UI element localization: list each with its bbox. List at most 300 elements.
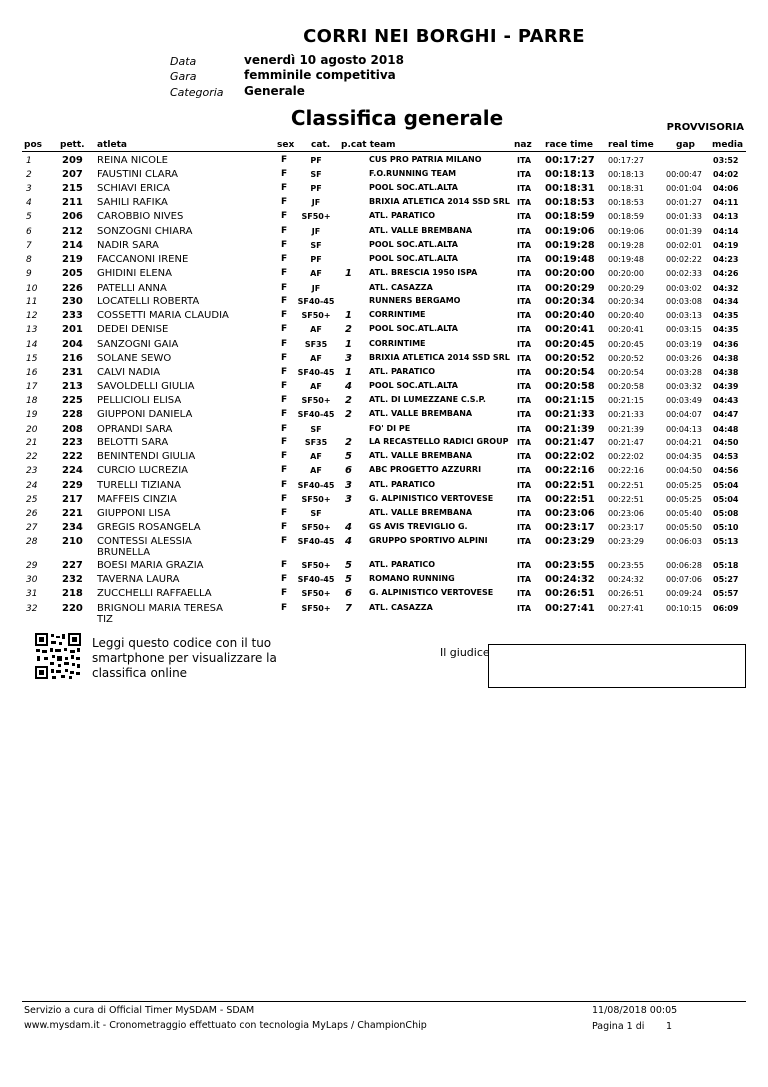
table-row: [0, 588, 768, 602]
row-real-time: 00:21:15: [608, 396, 644, 405]
row-bib: 225: [62, 395, 83, 406]
row-category-rank: 2: [345, 437, 352, 448]
row-race-time: 00:20:41: [545, 324, 595, 335]
row-sex: F: [281, 324, 288, 334]
table-row: [0, 508, 768, 522]
row-category: JF: [311, 284, 321, 293]
row-sex: F: [281, 353, 288, 363]
row-athlete-cont: TIZ: [97, 614, 113, 625]
row-team: ROMANO RUNNING: [369, 574, 455, 583]
row-nationality: ITA: [517, 212, 532, 221]
row-race-time: 00:26:51: [545, 588, 595, 599]
row-team: RUNNERS BERGAMO: [369, 296, 461, 305]
judge-signature-box: [488, 644, 746, 688]
row-bib: 217: [62, 494, 83, 505]
row-sex: F: [281, 494, 288, 504]
date-value: venerdì 10 agosto 2018: [244, 53, 404, 67]
row-real-time: 00:18:31: [608, 184, 644, 193]
row-pos: 31: [26, 589, 38, 599]
row-pos: 16: [26, 368, 38, 378]
row-gap: 00:01:04: [666, 184, 702, 193]
row-pace: 04:23: [713, 255, 739, 264]
row-category: SF35: [304, 340, 328, 349]
row-race-time: 00:21:39: [545, 424, 595, 435]
row-pace: 05:57: [713, 589, 739, 598]
row-pos: 15: [26, 354, 38, 364]
row-sex: F: [281, 437, 288, 447]
row-pace: 04:47: [713, 410, 739, 419]
judge-label: Il giudice: [440, 646, 490, 659]
table-row: [0, 560, 768, 574]
row-category: AF: [310, 325, 322, 334]
row-team: LA RECASTELLO RADICI GROUP: [369, 437, 509, 446]
row-athlete: CALVI NADIA: [97, 367, 161, 378]
row-bib: 218: [62, 588, 83, 599]
section-title: Classifica generale: [290, 106, 504, 130]
row-bib: 227: [62, 560, 83, 571]
row-gap: 00:03:02: [666, 284, 702, 293]
row-team: GRUPPO SPORTIVO ALPINI: [369, 536, 488, 545]
row-category-rank: 1: [345, 310, 352, 321]
row-athlete: SOLANE SEWO: [97, 353, 172, 364]
table-row: [0, 536, 768, 558]
row-race-time: 00:21:15: [545, 395, 595, 406]
row-race-time: 00:20:34: [545, 296, 595, 307]
row-gap: 00:03:19: [666, 340, 702, 349]
row-gap: 00:02:33: [666, 269, 702, 278]
row-gap: 00:02:22: [666, 255, 702, 264]
row-nationality: ITA: [517, 561, 532, 570]
row-team: G. ALPINISTICO VERTOVESE: [369, 494, 494, 503]
row-athlete: SANZOGNI GAIA: [97, 339, 179, 350]
row-sex: F: [281, 588, 288, 598]
row-sex: F: [281, 240, 288, 250]
row-team: POOL SOC.ATL.ALTA: [369, 240, 458, 249]
row-sex: F: [281, 268, 288, 278]
row-gap: 00:00:47: [666, 170, 702, 179]
row-real-time: 00:21:33: [608, 410, 644, 419]
row-athlete: PATELLI ANNA: [97, 283, 167, 294]
row-nationality: ITA: [517, 170, 532, 179]
row-bib: 214: [62, 240, 83, 251]
row-bib: 213: [62, 381, 83, 392]
row-athlete: BOESI MARIA GRAZIA: [97, 560, 204, 571]
row-pos: 19: [26, 410, 38, 420]
row-pos: 21: [26, 438, 38, 448]
row-pos: 6: [26, 227, 32, 237]
row-real-time: 00:20:29: [608, 284, 644, 293]
row-athlete: CONTESSI ALESSIA: [97, 536, 192, 547]
row-bib: 216: [62, 353, 83, 364]
row-team: ABC PROGETTO AZZURRI: [369, 465, 482, 474]
row-race-time: 00:18:13: [545, 169, 595, 180]
row-pace: 04:06: [713, 184, 739, 193]
table-row: [0, 240, 768, 254]
row-pace: 05:18: [713, 561, 739, 570]
row-bib: 222: [62, 451, 83, 462]
row-nationality: ITA: [517, 509, 532, 518]
row-race-time: 00:18:31: [545, 183, 595, 194]
row-race-time: 00:27:41: [545, 603, 595, 614]
row-real-time: 00:26:51: [608, 589, 644, 598]
row-team: ATL. CASAZZA: [369, 283, 433, 292]
row-bib: 211: [62, 197, 83, 208]
row-race-time: 00:20:52: [545, 353, 595, 364]
row-nationality: ITA: [517, 410, 532, 419]
row-sex: F: [281, 395, 288, 405]
row-athlete: ZUCCHELLI RAFFAELLA: [97, 588, 212, 599]
row-nationality: ITA: [517, 382, 532, 391]
row-category-rank: 6: [345, 465, 352, 476]
row-pace: 05:04: [713, 495, 739, 504]
row-nationality: ITA: [517, 537, 532, 546]
row-team: POOL SOC.ATL.ALTA: [369, 381, 458, 390]
row-category: SF40-45: [297, 481, 335, 490]
row-real-time: 00:20:58: [608, 382, 644, 391]
row-category-rank: 4: [345, 536, 352, 547]
row-race-time: 00:21:47: [545, 437, 595, 448]
row-race-time: 00:23:17: [545, 522, 595, 533]
row-pace: 04:38: [713, 354, 739, 363]
row-athlete: CAROBBIO NIVES: [97, 211, 184, 222]
row-category: AF: [310, 269, 322, 278]
row-race-time: 00:20:40: [545, 310, 595, 321]
col-cat: cat.: [311, 140, 331, 150]
row-category: SF: [310, 241, 322, 250]
row-real-time: 00:22:51: [608, 495, 644, 504]
row-gap: 00:03:49: [666, 396, 702, 405]
row-pos: 5: [26, 212, 32, 222]
row-bib: 209: [62, 155, 83, 166]
row-real-time: 00:20:40: [608, 311, 644, 320]
row-athlete: BRIGNOLI MARIA TERESA: [97, 603, 224, 614]
row-race-time: 00:22:16: [545, 465, 595, 476]
row-athlete-cont: BRUNELLA: [97, 547, 151, 558]
row-real-time: 00:17:27: [608, 156, 644, 165]
row-sex: F: [281, 603, 288, 613]
row-pace: 04:38: [713, 368, 739, 377]
row-gap: 00:07:06: [666, 575, 702, 584]
row-race-time: 00:23:06: [545, 508, 595, 519]
row-gap: 00:04:21: [666, 438, 702, 447]
row-category: SF: [310, 509, 322, 518]
row-real-time: 00:27:41: [608, 604, 644, 613]
row-sex: F: [281, 536, 288, 546]
row-pos: 12: [26, 311, 38, 321]
row-pos: 29: [26, 561, 38, 571]
table-row: [0, 574, 768, 588]
row-nationality: ITA: [517, 575, 532, 584]
row-nationality: ITA: [517, 452, 532, 461]
row-pace: 04:11: [713, 198, 739, 207]
row-category: JF: [311, 227, 321, 236]
row-pos: 25: [26, 495, 38, 505]
row-pace: 04:26: [713, 269, 739, 278]
row-real-time: 00:19:48: [608, 255, 644, 264]
row-gap: 00:05:25: [666, 495, 702, 504]
row-category-rank: 4: [345, 381, 352, 392]
row-athlete: SAHILI RAFIKA: [97, 197, 168, 208]
footer-page-total: 1: [666, 1021, 673, 1032]
row-category-rank: 4: [345, 522, 352, 533]
row-bib: 223: [62, 437, 83, 448]
row-category: SF50+: [301, 311, 331, 320]
row-category: AF: [310, 354, 322, 363]
row-sex: F: [281, 560, 288, 570]
row-sex: F: [281, 296, 288, 306]
row-pace: 03:52: [713, 156, 739, 165]
row-category: SF50+: [301, 523, 331, 532]
footer-service: Servizio a cura di Official Timer MySDAM - SDAM: [24, 1005, 255, 1016]
row-real-time: 00:20:45: [608, 340, 644, 349]
row-bib: 231: [62, 367, 83, 378]
row-athlete: GIUPPONI LISA: [97, 508, 171, 519]
row-race-time: 00:19:06: [545, 226, 595, 237]
col-pcat-team: p.cat team: [341, 140, 396, 150]
row-race-time: 00:19:28: [545, 240, 595, 251]
row-gap: 00:01:33: [666, 212, 702, 221]
header-rule: [22, 151, 746, 152]
row-gap: 00:10:15: [666, 604, 702, 613]
row-gap: 00:03:26: [666, 354, 702, 363]
row-athlete: SCHIAVI ERICA: [97, 183, 171, 194]
row-category: AF: [310, 382, 322, 391]
row-athlete: GIUPPONI DANIELA: [97, 409, 193, 420]
row-nationality: ITA: [517, 589, 532, 598]
row-pace: 04:02: [713, 170, 739, 179]
row-pace: 06:09: [713, 604, 739, 613]
row-team: BRIXIA ATLETICA 2014 SSD SRL: [369, 197, 510, 206]
row-team: G. ALPINISTICO VERTOVESE: [369, 588, 494, 597]
row-team: POOL SOC.ATL.ALTA: [369, 183, 458, 192]
row-team: ATL. PARATICO: [369, 560, 436, 569]
row-pace: 04:32: [713, 284, 739, 293]
col-atleta: atleta: [97, 140, 127, 150]
row-category: SF40-45: [297, 368, 335, 377]
table-row: [0, 197, 768, 211]
row-category: PF: [310, 255, 322, 264]
row-sex: F: [281, 367, 288, 377]
row-pos: 23: [26, 466, 38, 476]
row-bib: 215: [62, 183, 83, 194]
row-category: SF35: [304, 438, 328, 447]
table-row: [0, 437, 768, 451]
row-team: GS AVIS TREVIGLIO G.: [369, 522, 468, 531]
row-team: POOL SOC.ATL.ALTA: [369, 254, 458, 263]
row-category: SF40-45: [297, 537, 335, 546]
row-category-rank: 3: [345, 480, 352, 491]
row-category: SF40-45: [297, 575, 335, 584]
row-pos: 10: [26, 284, 38, 294]
col-pett: pett.: [60, 140, 85, 150]
status-badge: PROVVISORIA: [666, 122, 744, 133]
row-pace: 05:08: [713, 509, 739, 518]
row-sex: F: [281, 424, 288, 434]
row-pos: 18: [26, 396, 38, 406]
row-gap: 00:06:28: [666, 561, 702, 570]
row-race-time: 00:21:33: [545, 409, 595, 420]
event-title: CORRI NEI BORGHI - PARRE: [303, 26, 585, 47]
row-athlete: REINA NICOLE: [97, 155, 168, 166]
row-race-time: 00:22:51: [545, 494, 595, 505]
row-pace: 04:35: [713, 325, 739, 334]
row-bib: 229: [62, 480, 83, 491]
row-athlete: SONZOGNI CHIARA: [97, 226, 193, 237]
row-pace: 04:35: [713, 311, 739, 320]
footer-website[interactable]: www.mysdam.it - Cronometraggio effettuato con tecnologia MyLaps / ChampionChip: [24, 1020, 427, 1031]
row-pos: 11: [26, 297, 38, 307]
row-pace: 05:27: [713, 575, 739, 584]
row-pos: 30: [26, 575, 38, 585]
row-gap: 00:01:39: [666, 227, 702, 236]
row-pace: 05:04: [713, 481, 739, 490]
row-nationality: ITA: [517, 311, 532, 320]
row-athlete: NADIR SARA: [97, 240, 159, 251]
row-category-rank: 3: [345, 494, 352, 505]
row-team: ATL. PARATICO: [369, 480, 436, 489]
table-row: [0, 296, 768, 310]
row-category: PF: [310, 184, 322, 193]
row-bib: 233: [62, 310, 83, 321]
row-nationality: ITA: [517, 438, 532, 447]
row-sex: F: [281, 197, 288, 207]
row-category: SF40-45: [297, 410, 335, 419]
row-nationality: ITA: [517, 396, 532, 405]
row-bib: 205: [62, 268, 83, 279]
row-real-time: 00:20:41: [608, 325, 644, 334]
row-nationality: ITA: [517, 297, 532, 306]
row-nationality: ITA: [517, 241, 532, 250]
row-category-rank: 6: [345, 588, 352, 599]
row-team: ATL. DI LUMEZZANE C.S.P.: [369, 395, 486, 404]
row-race-time: 00:23:29: [545, 536, 595, 547]
row-category-rank: 5: [345, 560, 352, 571]
row-category: SF: [310, 425, 322, 434]
row-category: SF50+: [301, 589, 331, 598]
row-real-time: 00:18:13: [608, 170, 644, 179]
row-gap: 00:01:27: [666, 198, 702, 207]
row-pace: 04:19: [713, 241, 739, 250]
row-pos: 7: [26, 241, 32, 251]
race-value: femminile competitiva: [244, 68, 396, 82]
row-bib: 226: [62, 283, 83, 294]
row-team: ATL. VALLE BREMBANA: [369, 226, 473, 235]
row-sex: F: [281, 254, 288, 264]
row-sex: F: [281, 155, 288, 165]
row-nationality: ITA: [517, 198, 532, 207]
row-nationality: ITA: [517, 495, 532, 504]
row-pos: 3: [26, 184, 32, 194]
row-nationality: ITA: [517, 368, 532, 377]
table-row: [0, 480, 768, 494]
row-sex: F: [281, 409, 288, 419]
row-gap: 00:02:01: [666, 241, 702, 250]
row-category: SF: [310, 170, 322, 179]
table-row: [0, 367, 768, 381]
row-nationality: ITA: [517, 156, 532, 165]
row-pos: 1: [26, 156, 32, 166]
table-row: [0, 353, 768, 367]
row-nationality: ITA: [517, 325, 532, 334]
row-real-time: 00:20:54: [608, 368, 644, 377]
row-gap: 00:05:40: [666, 509, 702, 518]
col-pos: pos: [24, 140, 42, 150]
row-bib: 208: [62, 424, 83, 435]
table-row: [0, 465, 768, 479]
row-pos: 13: [26, 325, 38, 335]
row-pos: 8: [26, 255, 32, 265]
row-bib: 234: [62, 522, 83, 533]
row-race-time: 00:20:58: [545, 381, 595, 392]
table-row: [0, 522, 768, 536]
row-pace: 04:43: [713, 396, 739, 405]
row-athlete: TURELLI TIZIANA: [97, 480, 181, 491]
col-sex: sex: [277, 140, 295, 150]
row-gap: 00:03:32: [666, 382, 702, 391]
row-gap: 00:05:25: [666, 481, 702, 490]
row-pace: 04:48: [713, 425, 739, 434]
row-category-rank: 7: [345, 603, 352, 614]
row-gap: 00:09:24: [666, 589, 702, 598]
row-sex: F: [281, 169, 288, 179]
row-category: PF: [310, 156, 322, 165]
row-pos: 32: [26, 604, 38, 614]
row-category: SF50+: [301, 604, 331, 613]
row-team: CUS PRO PATRIA MILANO: [369, 155, 482, 164]
row-sex: F: [281, 574, 288, 584]
category-label: Categoria: [170, 86, 224, 99]
row-category: SF50+: [301, 396, 331, 405]
row-category: SF50+: [301, 212, 331, 221]
table-row: [0, 183, 768, 197]
row-nationality: ITA: [517, 425, 532, 434]
row-pace: 04:36: [713, 340, 739, 349]
table-row: [0, 310, 768, 324]
row-pos: 20: [26, 425, 38, 435]
row-gap: 00:03:13: [666, 311, 702, 320]
table-row: [0, 324, 768, 338]
table-row: [0, 395, 768, 409]
row-pace: 04:14: [713, 227, 739, 236]
row-athlete: OPRANDI SARA: [97, 424, 173, 435]
row-sex: F: [281, 522, 288, 532]
row-pace: 05:13: [713, 537, 739, 546]
row-pos: 17: [26, 382, 38, 392]
table-row: [0, 451, 768, 465]
row-category-rank: 3: [345, 353, 352, 364]
row-real-time: 00:23:17: [608, 523, 644, 532]
row-category: JF: [311, 198, 321, 207]
row-sex: F: [281, 451, 288, 461]
table-row: [0, 268, 768, 282]
row-pos: 24: [26, 481, 38, 491]
row-race-time: 00:18:53: [545, 197, 595, 208]
row-category-rank: 2: [345, 395, 352, 406]
row-nationality: ITA: [517, 284, 532, 293]
row-gap: 00:04:07: [666, 410, 702, 419]
row-athlete: MAFFEIS CINZIA: [97, 494, 177, 505]
row-gap: 00:06:03: [666, 537, 702, 546]
row-sex: F: [281, 339, 288, 349]
row-nationality: ITA: [517, 481, 532, 490]
row-real-time: 00:22:51: [608, 481, 644, 490]
row-nationality: ITA: [517, 184, 532, 193]
row-real-time: 00:22:02: [608, 452, 644, 461]
row-bib: 219: [62, 254, 83, 265]
row-gap: 00:04:50: [666, 466, 702, 475]
row-race-time: 00:20:54: [545, 367, 595, 378]
row-gap: 00:04:35: [666, 452, 702, 461]
